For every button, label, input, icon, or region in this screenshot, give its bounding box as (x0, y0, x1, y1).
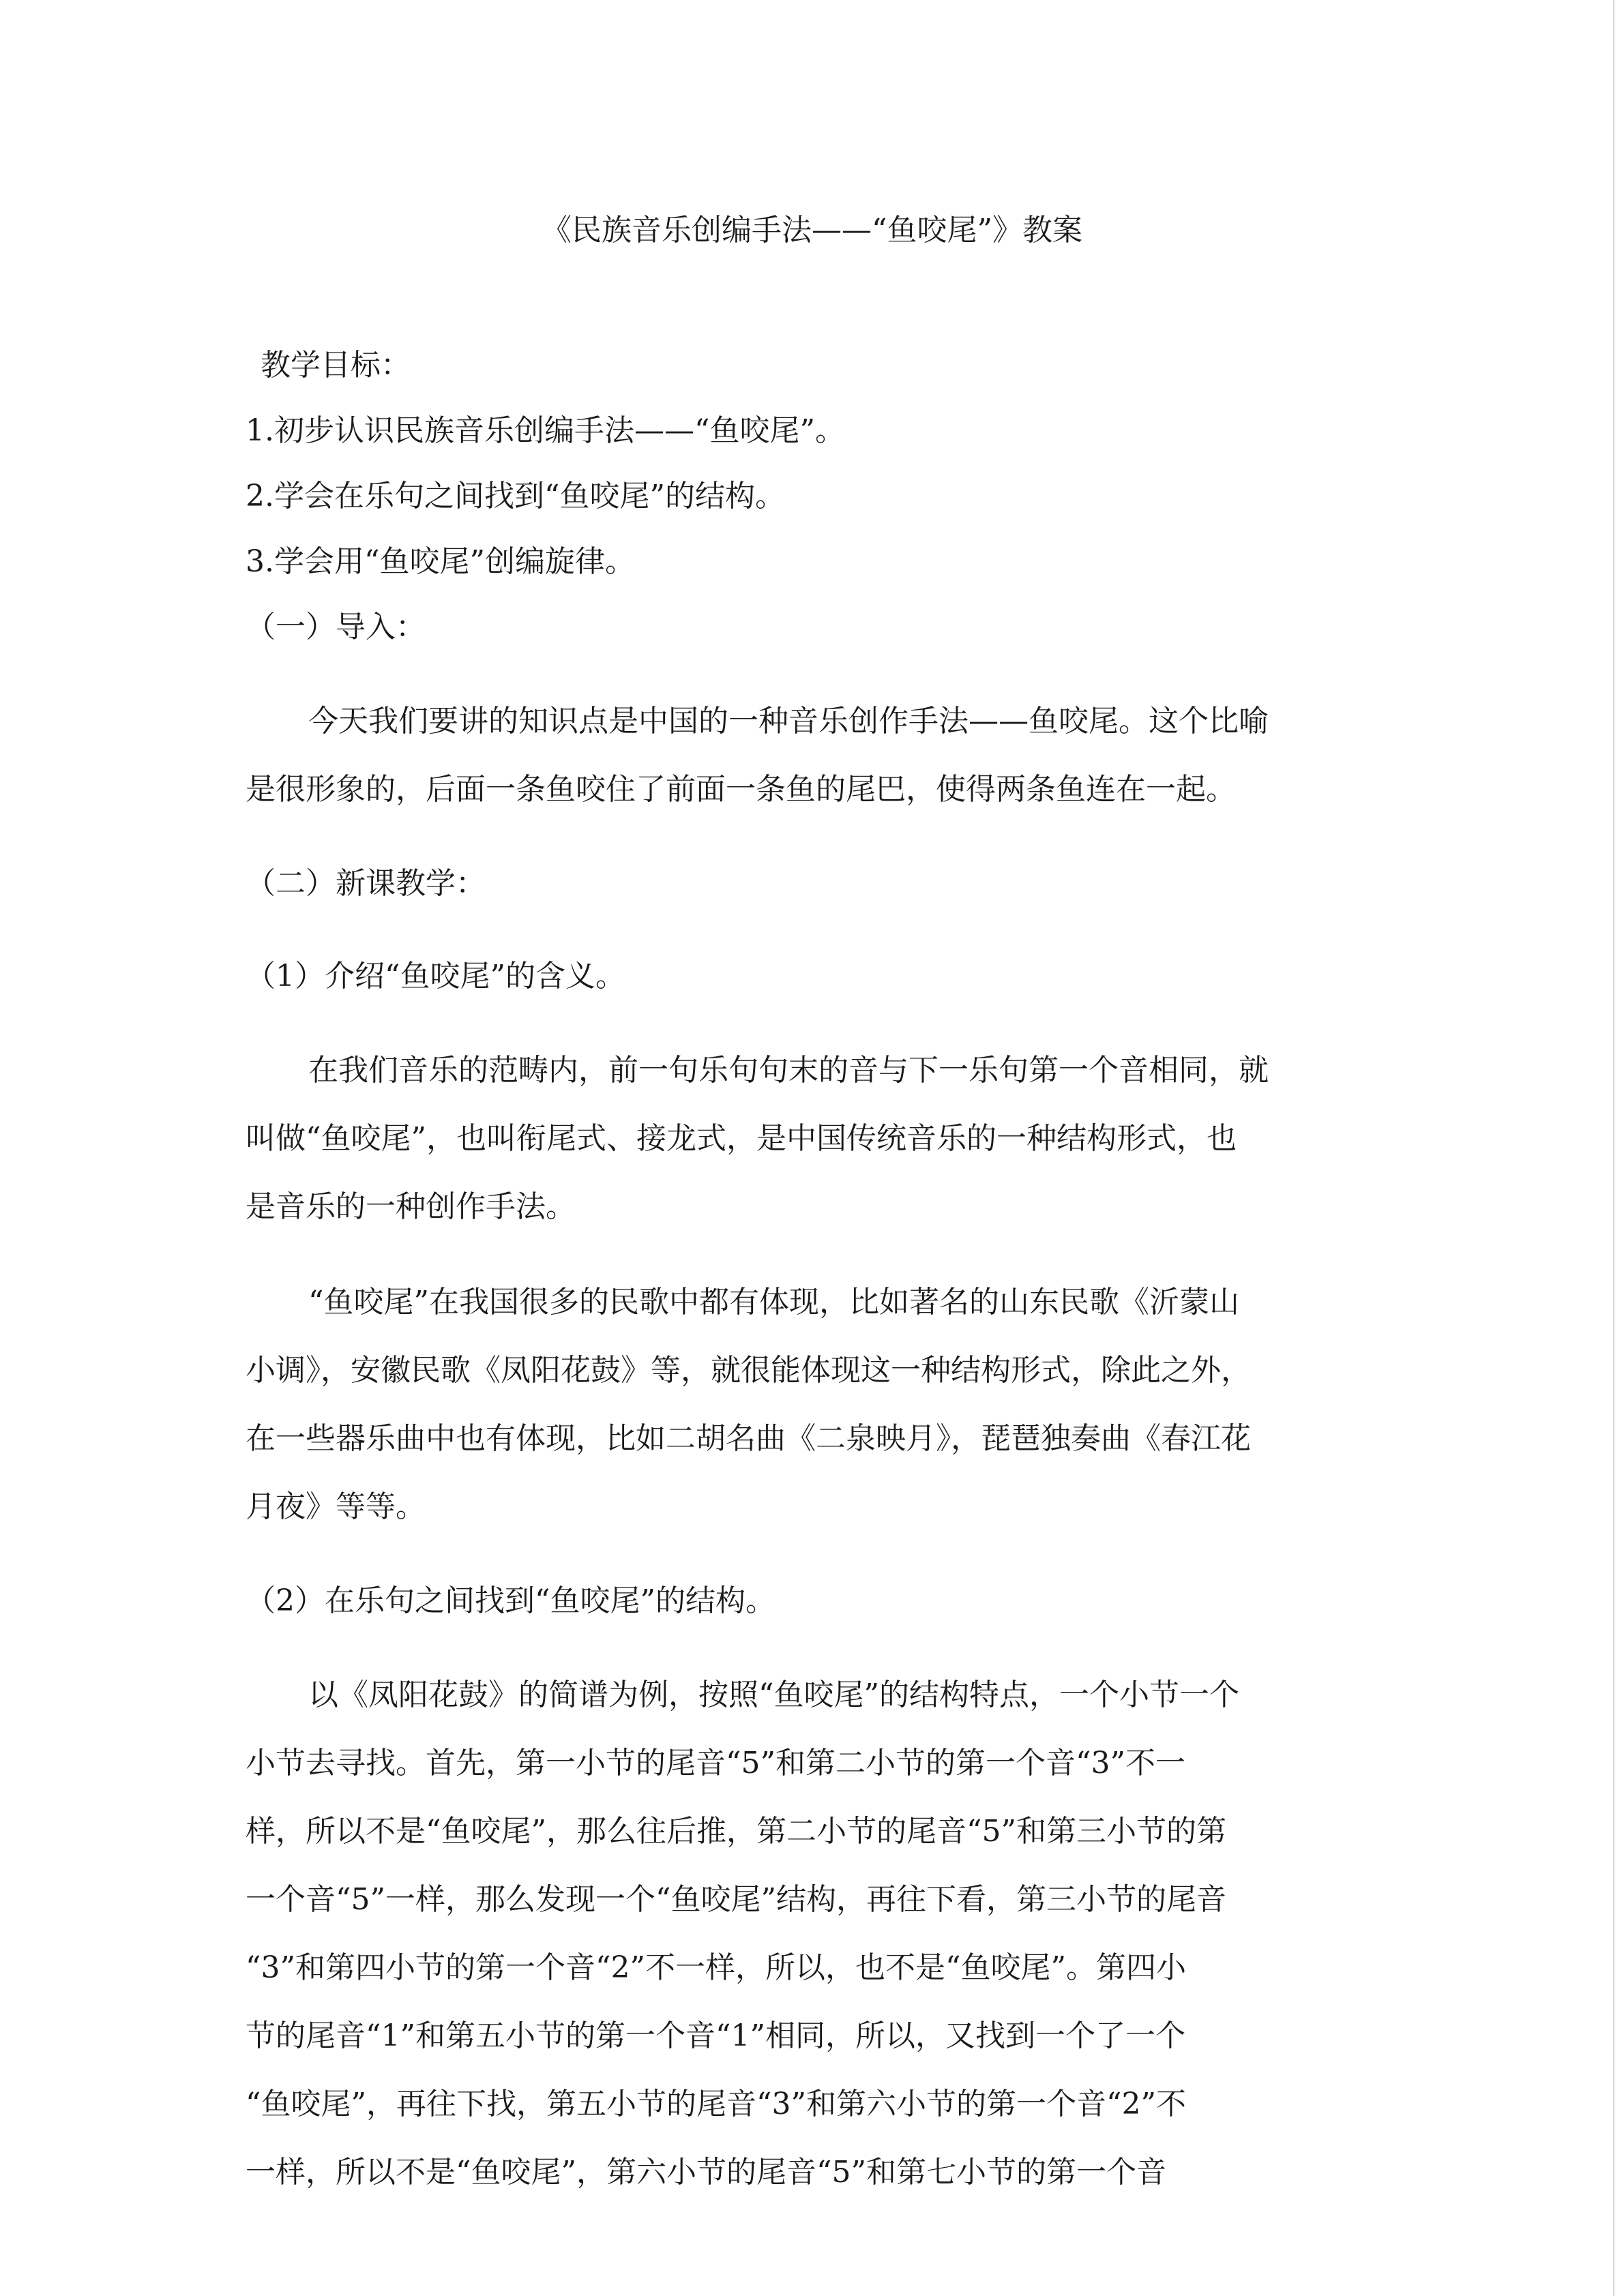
document-body (246, 333, 1371, 2207)
objective-item: 1.初步认识民族音乐创编手法——“鱼咬尾”。 (246, 413, 845, 448)
examples-paragraph-line: 月夜》等等。 (246, 1489, 426, 1524)
subsection-heading-find-structure: （2）在乐句之间找到“鱼咬尾”的结构。 (246, 1583, 776, 1618)
analysis-paragraph-line: 一样，所以不是“鱼咬尾”，第六小节的尾音“5”和第七小节的第一个音 (246, 2155, 1166, 2190)
analysis-paragraph-line: 节的尾音“1”和第五小节的第一个音“1”相同，所以，又找到一个了一个 (246, 2018, 1185, 2053)
examples-paragraph-line: “鱼咬尾”在我国很多的民歌中都有体现，比如著名的山东民歌《沂蒙山 (308, 1285, 1239, 1320)
intro-paragraph-line: 是很形象的，后面一条鱼咬住了前面一条鱼的尾巴，使得两条鱼连在一起。 (246, 772, 1236, 807)
definition-paragraph-line: 叫做“鱼咬尾”，也叫衔尾式、接龙式，是中国传统音乐的一种结构形式，也 (246, 1121, 1237, 1156)
examples-paragraph-line: 在一些器乐曲中也有体现，比如二胡名曲《二泉映月》，琵琶独奏曲《春江花 (246, 1421, 1251, 1456)
analysis-paragraph-line: 样，所以不是“鱼咬尾”，那么往后推，第二小节的尾音“5”和第三小节的第 (246, 1814, 1226, 1849)
objective-item: 2.学会在乐句之间找到“鱼咬尾”的结构。 (246, 479, 785, 513)
section-heading-intro: （一）导入： (246, 610, 426, 644)
analysis-paragraph-line: “3”和第四小节的第一个音“2”不一样，所以，也不是“鱼咬尾”。第四小 (246, 1950, 1186, 1985)
objectives-heading: 教学目标： (261, 348, 411, 383)
page-edge-divider (1613, 0, 1614, 2296)
analysis-paragraph-line: “鱼咬尾”，再往下找，第五小节的尾音“3”和第六小节的第一个音“2”不 (246, 2087, 1186, 2121)
examples-paragraph-line: 小调》，安徽民歌《凤阳花鼓》等，就很能体现这一种结构形式，除此之外， (246, 1353, 1251, 1388)
intro-paragraph-line: 今天我们要讲的知识点是中国的一种音乐创作手法——鱼咬尾。这个比喻 (308, 704, 1269, 739)
document-title: 《民族音乐创编手法——“鱼咬尾”》教案 (542, 213, 1082, 248)
section-heading-new-lesson: （二）新课教学： (246, 866, 486, 901)
analysis-paragraph-line: 一个音“5”一样，那么发现一个“鱼咬尾”结构，再往下看，第三小节的尾音 (246, 1882, 1226, 1917)
analysis-paragraph-line: 以《凤阳花鼓》的简谱为例，按照“鱼咬尾”的结构特点，一个小节一个 (308, 1678, 1239, 1712)
definition-paragraph-line: 是音乐的一种创作手法。 (246, 1189, 576, 1224)
objective-item: 3.学会用“鱼咬尾”创编旋律。 (246, 544, 635, 579)
definition-paragraph-line: 在我们音乐的范畴内，前一句乐句句末的音与下一乐句第一个音相同，就 (308, 1053, 1269, 1088)
subsection-heading-meaning: （1）介绍“鱼咬尾”的含义。 (246, 959, 625, 994)
analysis-paragraph-line: 小节去寻找。首先，第一小节的尾音“5”和第二小节的第一个音“3”不一 (246, 1746, 1185, 1780)
